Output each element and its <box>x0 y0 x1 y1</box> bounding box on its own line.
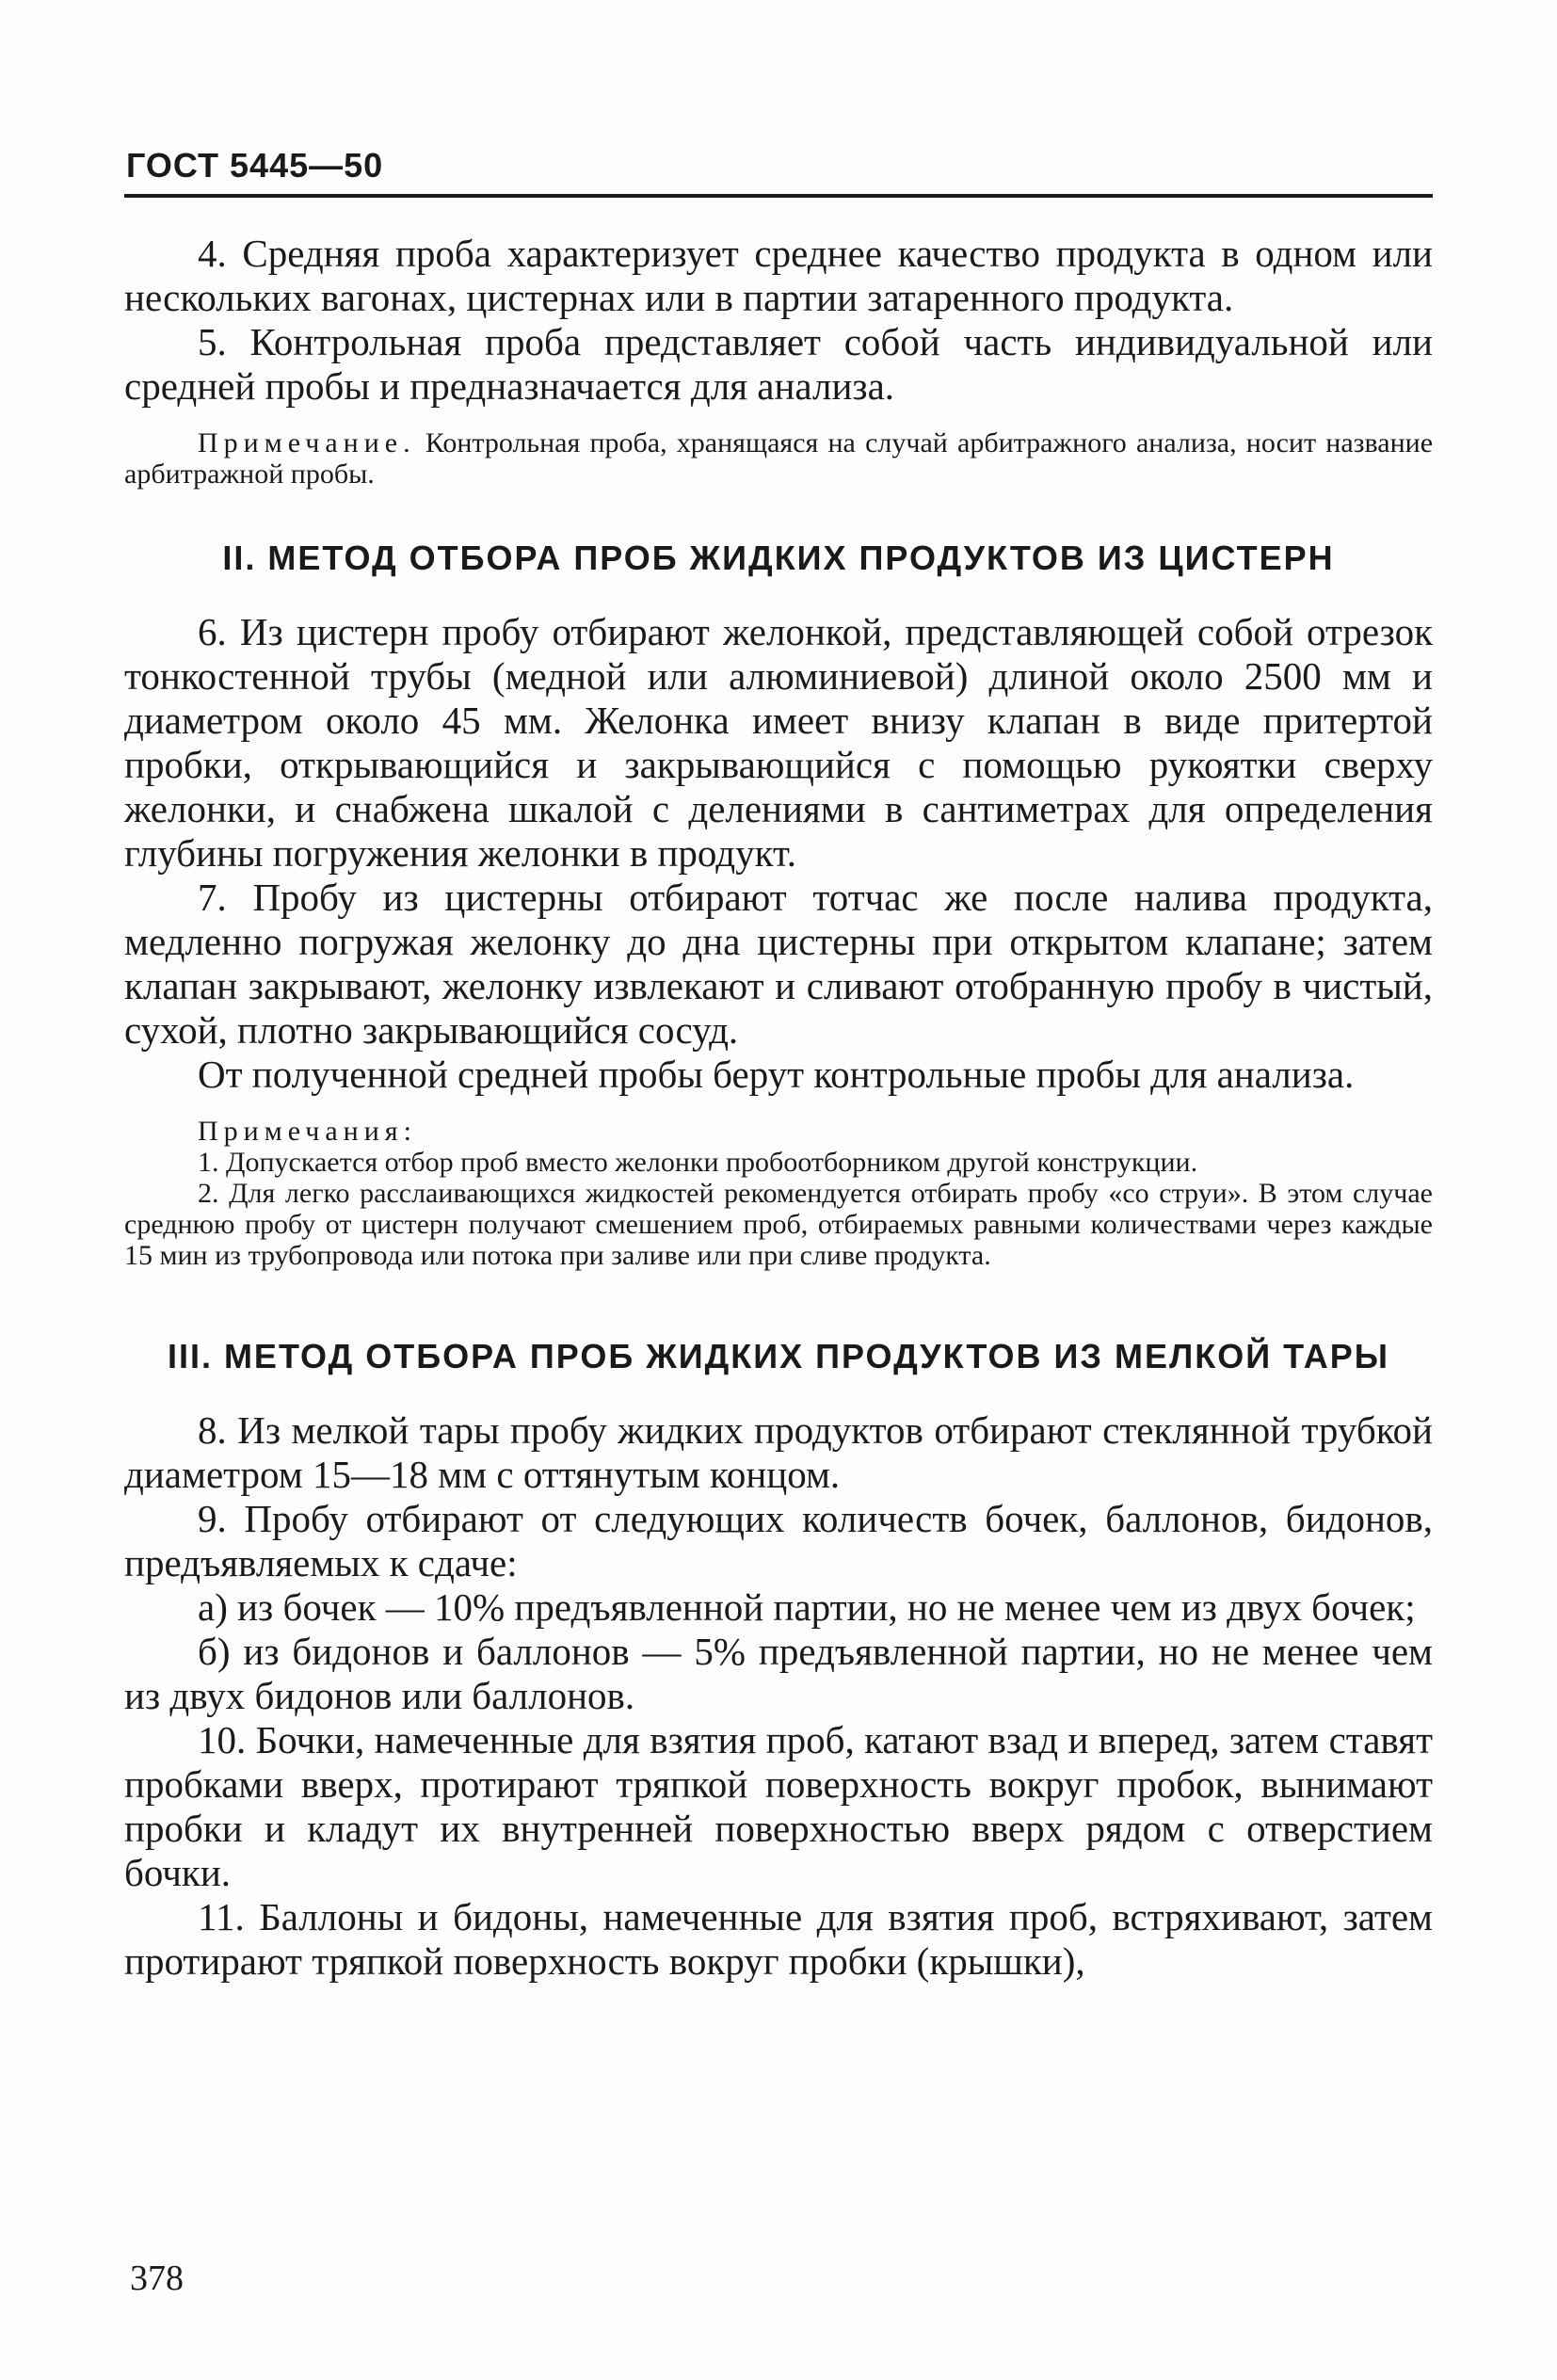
section-2-heading: II. МЕТОД ОТБОРА ПРОБ ЖИДКИХ ПРОДУКТОВ ИЗ ЦИСТЕРН <box>222 539 1335 577</box>
note-item-1: 1. Допускается отбор проб вместо желонки пробоотборником другой конструкции. <box>198 1147 1198 1178</box>
paragraph-10: 10. Бочки, намеченные для взятия проб, катают взад и вперед, затем ставят пробками вверх, протирают тряпкой поверхность вокруг пробок, вынимают пробки и кладут их внутренней поверхностью вверх рядом с отверстием бочки. <box>124 1718 1433 1894</box>
paragraph-8: 8. Из мелкой тары пробу жидких продуктов отбирают стеклянной трубкой диаметром 15—18 мм с оттянутым концом. <box>124 1408 1433 1496</box>
note-item-2: 2. Для легко расслаивающихся жидкостей рекомендуется отбирать пробу «со струи». В этом случае среднюю пробу от цистерн получают смешением проб, отбираемых равными количествами через каждые 15 мин из трубопровода или потока при заливе или при сливе продукта. <box>124 1178 1433 1271</box>
section-3-heading: III. МЕТОД ОТБОРА ПРОБ ЖИДКИХ ПРОДУКТОВ ИЗ МЕЛКОЙ ТАРЫ <box>167 1337 1390 1375</box>
paragraph-7b: От полученной средней пробы берут контрольные пробы для анализа. <box>198 1053 1355 1096</box>
note-1-text: Контрольная проба, хранящаяся на случай арбитражного анализа, носит название арбитражной пробы. <box>124 427 1434 490</box>
document-page <box>124 141 1433 1984</box>
paragraph-9: 9. Пробу отбирают от следующих количеств бочек, баллонов, бидонов, предъявляемых к сдаче: <box>124 1497 1433 1584</box>
paragraph-4: 4. Средняя проба характеризует среднее качество продукта в одном или нескольких вагонах, цистернах или в партии затаренного продукта. <box>124 232 1433 319</box>
note-1 <box>124 427 1433 490</box>
page-number: 378 <box>130 2259 184 2298</box>
paragraph-5: 5. Контрольная проба представляет собой часть индивидуальной или средней пробы и предназначается для анализа. <box>124 320 1433 408</box>
header-rule <box>124 194 1433 198</box>
document-header: ГОСТ 5445—50 <box>126 146 384 185</box>
paragraph-9a: а) из бочек — 10% предъявленной партии, но не менее чем из двух бочек; <box>198 1585 1416 1629</box>
paragraph-6: 6. Из цистерн пробу отбирают желонкой, представляющей собой отрезок тонкостенной трубы (медной или алюминиевой) длиной около 2500 мм и диаметром около 45 мм. Желонка имеет внизу клапан в виде притертой пробки, открывающийся и закрывающийся с помощью рукоятки сверху желонки, и снабжена шкалой с делениями в сантиметрах для определения глубины погружения желонки в продукт. <box>124 610 1433 875</box>
paragraph-7: 7. Пробу из цистерны отбирают тотчас же после налива продукта, медленно погружая желонку до дна цистерны при открытом клапане; затем клапан закрывают, желонку извлекают и сливают отобранную пробу в чистый, сухой, плотно закрывающийся сосуд. <box>124 876 1433 1052</box>
paragraph-11: 11. Баллоны и бидоны, намеченные для взятия проб, встряхивают, затем протирают тряпкой поверхность вокруг пробки (крышки), <box>124 1895 1433 1983</box>
notes-title: Примечания: <box>198 1116 417 1147</box>
paragraph-9b: б) из бидонов и баллонов — 5% предъявленной партии, но не менее чем из двух бидонов или баллонов. <box>124 1630 1433 1717</box>
note-1-label: Примечание. <box>198 427 416 458</box>
